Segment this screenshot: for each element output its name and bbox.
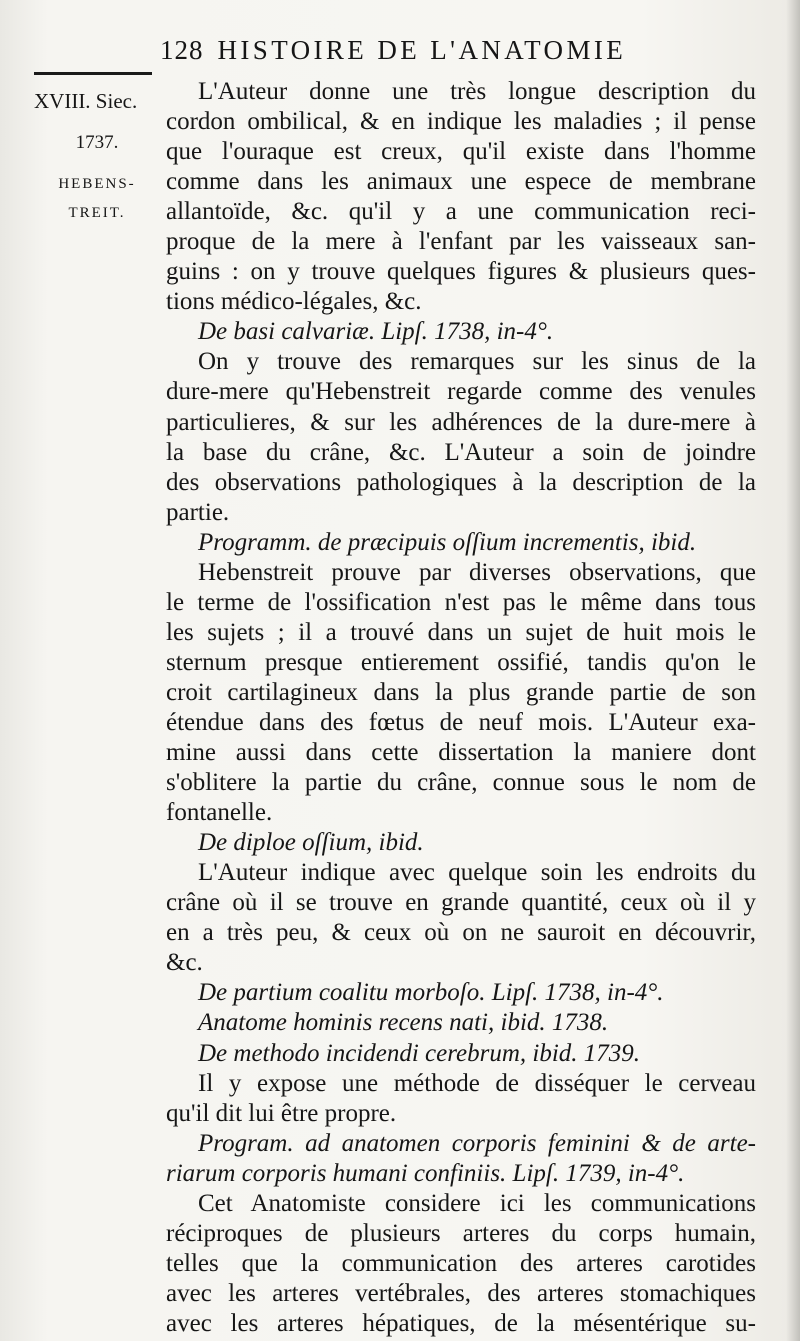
text-line: &c.: [166, 949, 203, 977]
text-line: réciproques de plusieurs arteres du corps humain,: [166, 1219, 756, 1247]
text-line: particulieres, & sur les adhérences de la dure-mere à: [166, 408, 756, 436]
text-line: Program. ad anatomen corporis feminini & de arte-: [198, 1129, 756, 1157]
text-line: riarum corporis humani confiniis. Lipſ. 1739, in-4°.: [166, 1159, 685, 1187]
text-line: partie.: [166, 498, 230, 526]
text-line: De partium coalitu morboſo. Lipſ. 1738, in-4°.: [198, 979, 664, 1007]
text-line: cordon ombilical, & en indique les maladies ; il pense: [166, 108, 756, 136]
text-line: s'oblitere la partie du crâne, connue sous le nom de: [166, 769, 756, 797]
text-line: dure-mere qu'Hebenstreit regarde comme des venules: [166, 378, 756, 406]
text-line: L'Auteur indique avec quelque soin les endroits du: [198, 859, 756, 887]
running-header: [160, 34, 780, 66]
text-line: Anatome hominis recens nati, ibid. 1738.: [198, 1009, 609, 1037]
page-number: 128: [160, 35, 204, 65]
text-line: L'Auteur donne une très longue description du: [198, 78, 756, 105]
text-line: étendue dans des fœtus de neuf mois. L'Auteur exa-: [166, 708, 756, 736]
text-line: mine aussi dans cette dissertation la maniere dont: [166, 739, 756, 767]
text-line: Il y expose une méthode de disséquer le cerveau: [198, 1069, 756, 1097]
text-line: guins : on y trouve quelques figures & plusieurs ques-: [166, 258, 756, 286]
text-line: crâne où il se trouve en grande quantité, ceux où il y: [166, 889, 756, 917]
page-edge-shadow: [786, 0, 800, 1341]
text-line: De diploe oſſium, ibid.: [198, 829, 424, 857]
text-line: en a très peu, & ceux où on ne sauroit en découvrir,: [166, 919, 756, 947]
text-line: avec les arteres vertébrales, des arteres stomachiques: [166, 1279, 756, 1307]
text-line: De basi calvariæ. Lipſ. 1738, in-4°.: [198, 318, 554, 346]
margin-author-line-1: HEBENS-: [58, 176, 136, 192]
text-line: croit cartilagineux dans la plus grande partie de son: [166, 678, 756, 706]
margin-rule: [34, 72, 152, 75]
margin-author-line-2: TREIT.: [68, 205, 126, 221]
margin-author: [34, 170, 160, 228]
text-line: que l'ouraque est creux, qu'il existe dans l'homme: [166, 138, 756, 166]
running-title: HISTOIRE DE L'ANATOMIE: [217, 35, 627, 65]
text-line: la base du crâne, &c. L'Auteur a soin de joindre: [166, 438, 756, 466]
text-line: avec les arteres hépatiques, de la mésentérique su-: [166, 1309, 756, 1337]
text-line: De methodo incidendi cerebrum, ibid. 1739.: [198, 1039, 641, 1067]
text-line: le terme de l'ossification n'est pas le même dans tous: [166, 588, 756, 616]
text-line: Cet Anatomiste considere ici les communications: [198, 1189, 756, 1217]
text-line: proque de la mere à l'enfant par les vaisseaux san-: [166, 228, 756, 256]
margin-century: XVIII. Siec.: [34, 89, 138, 113]
text-line: Hebenstreit prouve par diverses observations, que: [198, 558, 756, 586]
text-line: comme dans les animaux une espece de membrane: [166, 168, 756, 196]
text-line: qu'il dit lui être propre.: [166, 1099, 397, 1127]
text-line: Programm. de præcipuis oſſium incrementis, ibid.: [198, 528, 697, 556]
text-line: les sujets ; il a trouvé dans un sujet de huit mois le: [166, 618, 756, 646]
text-line: des observations pathologiques à la description de la: [166, 468, 756, 496]
text-line: allantoïde, &c. qu'il y a une communication reci-: [166, 198, 756, 226]
margin-year: 1737.: [75, 132, 119, 153]
body-text: [166, 77, 756, 1339]
text-line: telles que la communication des arteres carotides: [166, 1249, 756, 1277]
text-line: On y trouve des remarques sur les sinus de la: [198, 348, 756, 376]
text-line: tions médico-légales, &c.: [166, 288, 422, 316]
text-line: sternum presque entierement ossifié, tandis qu'on le: [166, 648, 756, 676]
text-line: fontanelle.: [166, 799, 273, 827]
